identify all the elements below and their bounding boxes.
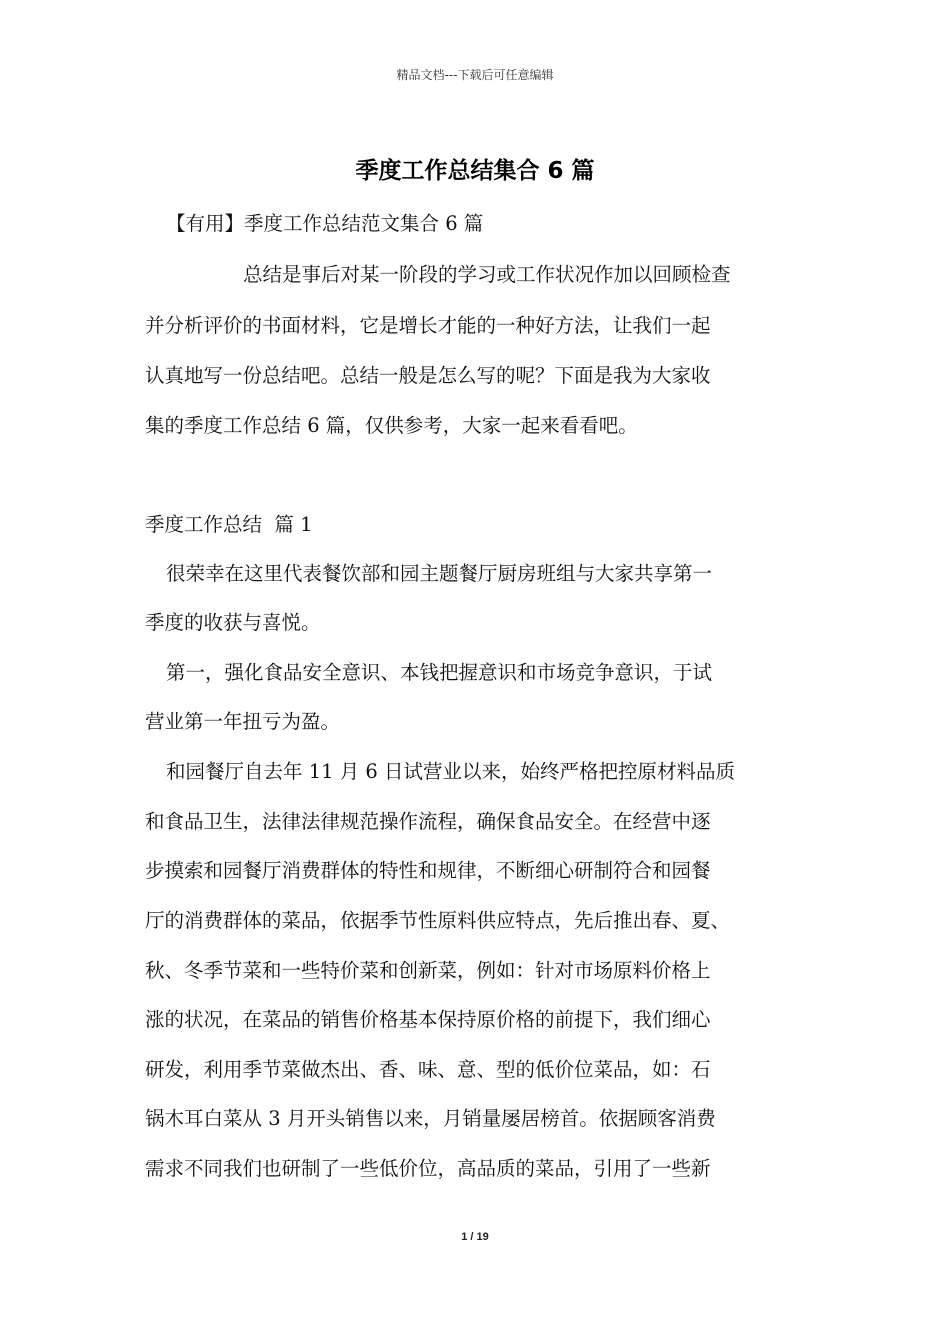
intro-paragraph-line: 总结是事后对某一阶段的学习或工作状况作加以回顾检查 bbox=[243, 263, 731, 286]
body-paragraph-line: 秋、冬季节菜和一些特价菜和创新菜，例如：针对市场原料价格上 bbox=[145, 959, 711, 982]
document-title: 季度工作总结集合 6 篇 bbox=[355, 158, 595, 184]
body-paragraph-line: 厅的消费群体的菜品，依据季节性原料供应特点，先后推出春、夏、 bbox=[145, 909, 731, 932]
body-paragraph-line: 营业第一年扭亏为盈。 bbox=[145, 710, 341, 733]
intro-paragraph-line: 认真地写一份总结吧。总结一般是怎么写的呢？下面是我为大家收 bbox=[145, 364, 711, 387]
body-paragraph-line: 季度的收获与喜悦。 bbox=[145, 611, 321, 634]
intro-paragraph-line: 集的季度工作总结 6 篇，仅供参考，大家一起来看看吧。 bbox=[145, 414, 638, 437]
body-paragraph-line: 和食品卫生，法律法律规范操作流程，确保食品安全。在经营中逐 bbox=[145, 810, 711, 833]
body-paragraph-line: 涨的状况，在菜品的销售价格基本保持原价格的前提下，我们细心 bbox=[145, 1008, 711, 1031]
body-paragraph-line: 研发，利用季节菜做杰出、香、味、意、型的低价位菜品，如：石 bbox=[145, 1058, 711, 1081]
section-heading: 季度工作总结 篇 1 bbox=[145, 513, 313, 536]
body-paragraph-line: 很荣幸在这里代表餐饮部和园主题餐厅厨房班组与大家共享第一 bbox=[166, 562, 713, 585]
subtitle-line: 【有用】季度工作总结范文集合 6 篇 bbox=[166, 212, 484, 235]
page-header: 精品文档---下载后可任意编辑 bbox=[396, 68, 554, 82]
body-paragraph-line: 需求不同我们也研制了一些低价位，高品质的菜品，引用了一些新 bbox=[145, 1157, 711, 1180]
body-paragraph-line: 锅木耳白菜从 3 月开头销售以来，月销量屡居榜首。依据顾客消费 bbox=[145, 1107, 716, 1130]
body-paragraph-line: 第一，强化食品安全意识、本钱把握意识和市场竞争意识，于试 bbox=[166, 661, 713, 684]
page-number: 1 / 19 bbox=[461, 1231, 489, 1243]
intro-paragraph-line: 并分析评价的书面材料，它是增长才能的一种好方法，让我们一起 bbox=[145, 314, 711, 337]
body-paragraph-line: 和园餐厅自去年 11 月 6 日试营业以来，始终严格把控原材料品质 bbox=[166, 760, 736, 783]
body-paragraph-line: 步摸索和园餐厅消费群体的特性和规律，不断细心研制符合和园餐 bbox=[145, 859, 711, 882]
